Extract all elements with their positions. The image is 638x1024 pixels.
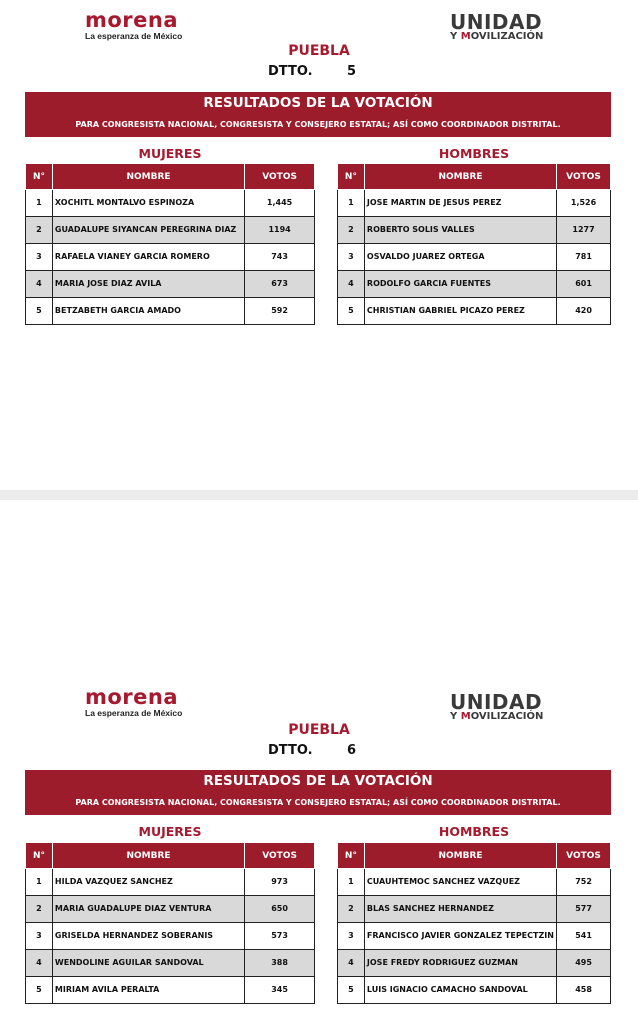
banner-title: RESULTADOS DE LA VOTACIÓN: [203, 773, 433, 789]
col-header-votes: VOTOS: [557, 843, 611, 869]
table-row: 1 JOSE MARTIN DE JESUS PEREZ 1,526: [338, 190, 611, 217]
col-header-votes: VOTOS: [245, 164, 315, 190]
table-row: 2 GUADALUPE SIYANCAN PEREGRINA DIAZ 1194: [26, 217, 315, 244]
table-row: 3 RAFAELA VIANEY GARCIA ROMERO 743: [26, 244, 315, 271]
logo-unidad: UNIDAD: [450, 690, 543, 714]
logo-tagline: La esperanza de México: [85, 31, 183, 41]
table-row: 2 MARIA GUADALUPE DIAZ VENTURA 650: [26, 896, 315, 923]
banner-subtitle: PARA CONGRESISTA NACIONAL, CONGRESISTA Y CONSEJERO ESTATAL; ASÍ COMO COORDINADOR DISTRITAL.: [75, 120, 561, 129]
table-row: 1 XOCHITL MONTALVO ESPINOZA 1,445: [26, 190, 315, 217]
col-header-num: N°: [26, 164, 53, 190]
table-row: 5 CHRISTIAN GABRIEL PICAZO PEREZ 420: [338, 298, 611, 325]
banner-title: RESULTADOS DE LA VOTACIÓN: [203, 95, 433, 111]
women-results-table: [25, 163, 315, 325]
state-name: PUEBLA: [288, 722, 350, 738]
table-row: 2 BLAS SANCHEZ HERNANDEZ 577: [338, 896, 611, 923]
col-header-votes: VOTOS: [557, 164, 611, 190]
results-sheet-district-5: [0, 0, 638, 490]
results-banner: [25, 92, 611, 137]
col-header-num: N°: [338, 843, 365, 869]
col-header-name: NOMBRE: [52, 843, 244, 869]
morena-logo: [85, 687, 182, 718]
logo-movilizacion: Y MOVILIZACIÓN: [450, 711, 544, 722]
banner-subtitle: PARA CONGRESISTA NACIONAL, CONGRESISTA Y CONSEJERO ESTATAL; ASÍ COMO COORDINADOR DISTRITAL.: [75, 798, 561, 807]
logo-unidad: UNIDAD: [450, 10, 543, 34]
table-row: 4 RODOLFO GARCIA FUENTES 601: [338, 271, 611, 298]
table-row: 1 CUAUHTEMOC SANCHEZ VAZQUEZ 752: [338, 869, 611, 896]
col-header-votes: VOTOS: [245, 843, 315, 869]
table-row: 2 ROBERTO SOLIS VALLES 1277: [338, 217, 611, 244]
district-label: DTTO.: [268, 743, 313, 758]
district-number: 6: [347, 743, 357, 758]
men-heading: HOMBRES: [438, 146, 510, 161]
results-banner: [25, 770, 611, 815]
table-row: 4 WENDOLINE AGUILAR SANDOVAL 388: [26, 950, 315, 977]
women-heading: MUJERES: [138, 146, 202, 161]
table-row: 3 OSVALDO JUAREZ ORTEGA 781: [338, 244, 611, 271]
logo-wordmark: morena: [85, 8, 179, 32]
logo-wordmark: morena: [85, 685, 179, 709]
district-number: 5: [347, 64, 357, 79]
logo-tagline: La esperanza de México: [85, 708, 183, 718]
table-row: 4 JOSE FREDY RODRIGUEZ GUZMAN 495: [338, 950, 611, 977]
men-heading: HOMBRES: [438, 824, 510, 839]
col-header-name: NOMBRE: [364, 164, 556, 190]
results-sheet-district-6: [0, 500, 638, 1024]
table-row: 3 FRANCISCO JAVIER GONZALEZ TEPECTZIN 541: [338, 923, 611, 950]
page-divider: [0, 490, 638, 500]
table-row: 1 HILDA VAZQUEZ SANCHEZ 973: [26, 869, 315, 896]
col-header-name: NOMBRE: [364, 843, 556, 869]
table-row: 3 GRISELDA HERNANDEZ SOBERANIS 573: [26, 923, 315, 950]
table-row: 5 BETZABETH GARCIA AMADO 592: [26, 298, 315, 325]
col-header-name: NOMBRE: [52, 164, 244, 190]
morena-logo: [85, 10, 182, 41]
col-header-num: N°: [338, 164, 365, 190]
men-results-table: [337, 163, 611, 325]
women-heading: MUJERES: [138, 824, 202, 839]
table-row: 4 MARIA JOSE DIAZ AVILA 673: [26, 271, 315, 298]
unidad-movilizacion-logo: [450, 692, 543, 722]
men-results-table: [337, 842, 611, 1004]
women-results-table: [25, 842, 315, 1004]
state-name: PUEBLA: [288, 43, 350, 59]
unidad-movilizacion-logo: [450, 12, 543, 42]
logo-movilizacion: Y MOVILIZACIÓN: [450, 31, 544, 42]
table-row: 5 LUIS IGNACIO CAMACHO SANDOVAL 458: [338, 977, 611, 1004]
district-label: DTTO.: [268, 64, 313, 79]
col-header-num: N°: [26, 843, 53, 869]
table-row: 5 MIRIAM AVILA PERALTA 345: [26, 977, 315, 1004]
